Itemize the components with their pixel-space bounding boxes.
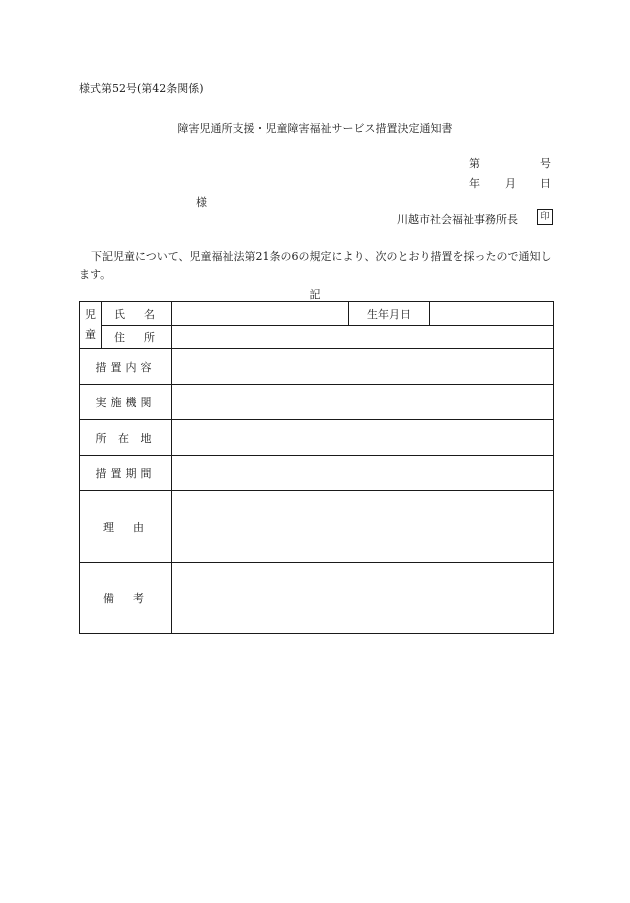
date-year-label: 年: [469, 177, 480, 190]
birthdate-label: 生年月日: [349, 302, 430, 326]
name-label: 氏 名: [102, 302, 172, 326]
measure-content-label: 措置内容: [80, 349, 172, 385]
remarks-field[interactable]: [172, 563, 554, 634]
child-label-char-2: 童: [85, 328, 96, 341]
document-number-suffix: 号: [540, 157, 551, 170]
notice-body-text: 下記児童について、児童福祉法第21条の6の規定により、次のとおり措置を採ったので通知します。: [79, 250, 552, 281]
remarks-label: 備 考: [80, 563, 172, 634]
measure-details-table: [79, 301, 554, 634]
document-title: 障害児通所支援・児童障害福祉サービス措置決定通知書: [177, 122, 453, 135]
measure-content-field[interactable]: [172, 349, 554, 385]
child-label-char-1: 児: [85, 308, 96, 321]
ki-heading: 記: [309, 288, 321, 301]
implementing-agency-label: 実施機関: [80, 385, 172, 420]
birthdate-field[interactable]: [430, 302, 554, 326]
issuer-name: 川越市社会福祉事務所長: [397, 213, 518, 226]
seal-mark: 印: [537, 209, 553, 225]
location-field[interactable]: [172, 420, 554, 456]
form-number: 様式第52号(第42条関係): [79, 82, 204, 95]
location-label: 所 在 地: [80, 420, 172, 456]
address-label: 住 所: [102, 326, 172, 349]
measure-period-field[interactable]: [172, 456, 554, 491]
reason-field[interactable]: [172, 491, 554, 563]
child-label-cell: [80, 302, 102, 349]
date-day-label: 日: [540, 177, 551, 190]
measure-period-label: 措置期間: [80, 456, 172, 491]
implementing-agency-field[interactable]: [172, 385, 554, 420]
document-number-prefix: 第: [469, 157, 480, 170]
addressee-honorific: 様: [196, 196, 207, 209]
reason-label: 理 由: [80, 491, 172, 563]
name-field[interactable]: [172, 302, 349, 326]
address-field[interactable]: [172, 326, 554, 349]
date-month-label: 月: [505, 177, 516, 190]
